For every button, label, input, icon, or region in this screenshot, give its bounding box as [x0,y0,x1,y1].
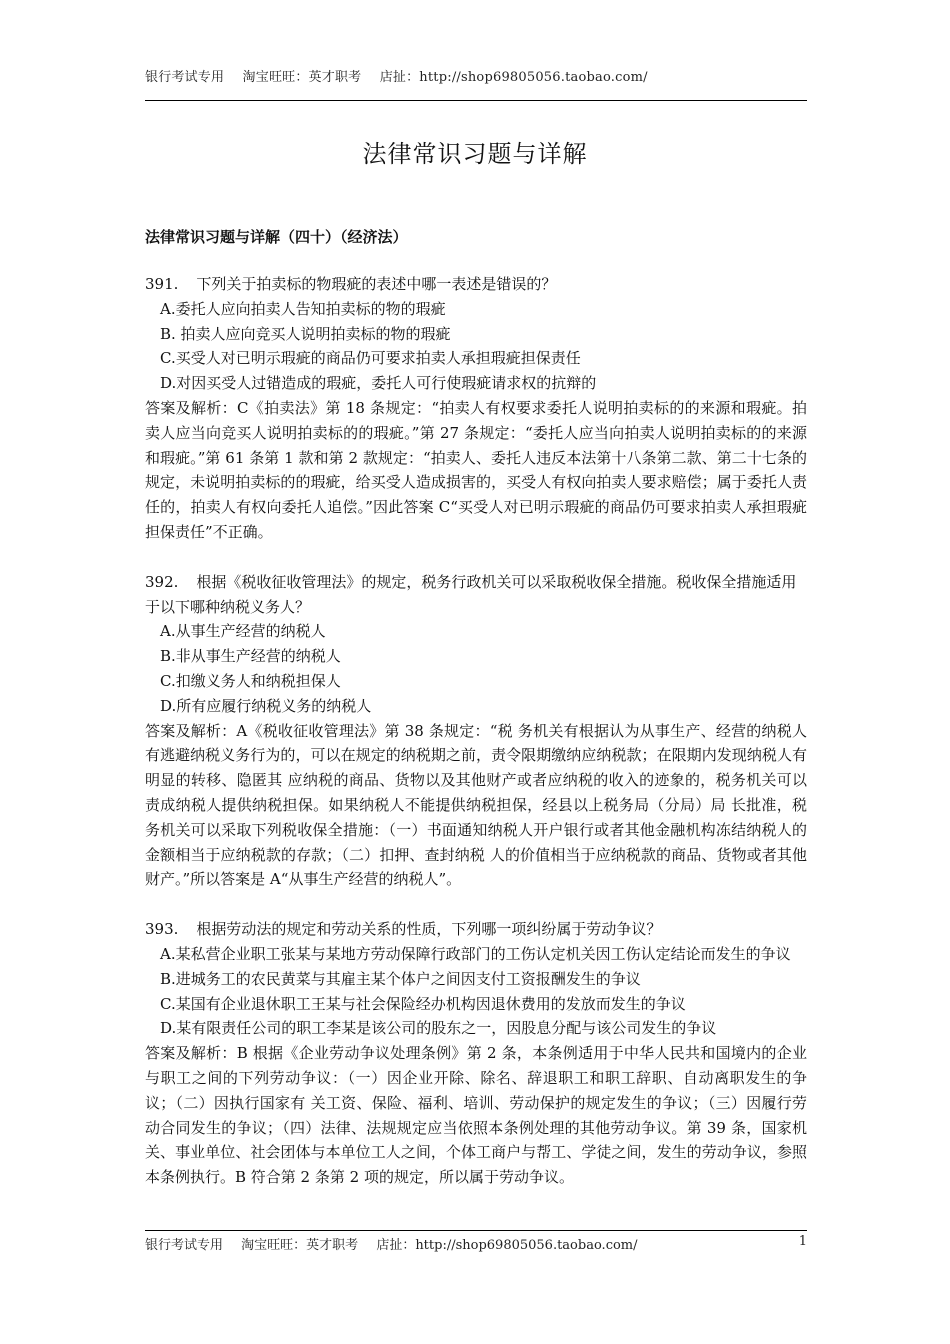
question-number: 392. [145,572,179,591]
option-c: C.扣缴义务人和纳税担保人 [160,671,341,690]
question-number: 393. [145,920,179,939]
question-text: 下列关于拍卖标的物瑕疵的表述中哪一表述是错误的？ [196,275,557,293]
footer-label-shop: 店扯：http://shop69805056.taobao.com/ [376,1238,638,1253]
option-d: D.所有应履行纳税义务的纳税人 [160,696,372,715]
option-c: C.某国有企业退休职工王某与社会保险经办机构因退休费用的发放而发生的争议 [160,994,686,1013]
header-label-exam: 银行考试专用 [145,70,225,85]
spacer [145,545,807,570]
header-divider [145,100,807,101]
option-c: C.买受人对已明示瑕疵的商品仍可要求拍卖人承担瑕疵担保责任 [160,349,581,368]
footer-label-exam: 银行考试专用 [145,1238,224,1253]
option-a: A.委托人应向拍卖人告知拍卖标的物的瑕疵 [160,299,446,318]
option-d: D.某有限责任公司的职工李某是该公司的股东之一，因股息分配与该公司发生的争议 [160,1019,717,1038]
question-text: 根据劳动法的规定和劳动关系的性质，下列哪一项纠纷属于劳动争议？ [196,920,662,939]
question-stem [145,917,807,942]
page-number: 1 [798,1234,807,1249]
question-block [145,917,807,1190]
question-stem [145,272,807,297]
question-block [145,272,807,545]
answer-explanation: 答案及解析：A《税收征收管理法》第 38 条规定：“税 务机关有根据认为从事生产、经营的纳税人有逃避纳税义务行为的，可以在规定的纳税期之前，责令限期缴纳应纳税款；在限期内发现纳税人有明显的转移、隐匿其 应纳税的商品、货物以及其他财产或者应纳税的收入的迹象的，税务机关可以责成纳税人提供纳税担保。如果纳税人不能提供纳税担保，经县以上税务局（分局）局 长批准，税务机关可以采取下列税收保全措施：（一）书面通知纳税人开户银行或者其他金融机构冻结纳税人的金额相当于应纳税款的存款；（二）扣押、查封纳税 人的价值相当于应纳税款的商品、货物或者其他财产。”所以答案是 A“从事生产经营的纳税人”。 [145,721,807,889]
page-header [145,66,807,85]
option-b: B. 拍卖人应向竞买人说明拍卖标的物的瑕疵 [160,324,451,343]
option-b: B.进城务工的农民黄菜与其雇主某个体户之间因支付工资报酬发生的争议 [160,969,641,988]
question-text: 根据《税收征收管理法》的规定，税务行政机关可以采取税收保全措施。税收保全措施适用于以下哪种纳税义务人？ [145,572,797,616]
header-label-shop: 店扯：http://shop69805056.taobao.com/ [379,70,648,85]
option-d: D.对因买受人过错造成的瑕疵，委托人可行使瑕疵请求权的抗辩的 [160,374,597,393]
document-body [145,272,807,1190]
section-subtitle: 法律常识习题与详解（四十）（经济法） [145,228,408,246]
question-number: 391. [145,275,179,293]
footer-label-wangwang: 淘宝旺旺：英才职考 [241,1238,359,1253]
question-stem [145,570,807,620]
option-a: A.从事生产经营的纳税人 [160,622,326,641]
page-footer [145,1230,807,1253]
header-label-wangwang: 淘宝旺旺：英才职考 [242,70,362,85]
question-block [145,570,807,892]
option-a: A.某私营企业职工张某与某地方劳动保障行政部门的工伤认定机关因工伤认定结论而发生的争议 [160,944,791,963]
answer-explanation: 答案及解析：B 根据《企业劳动争议处理条例》第 2 条，本条例适用于中华人民共和国境内的企业与职工之间的下列劳动争议：（一）因企业开除、除名、辞退职工和职工辞职、自动离职发生的争议；（二）因执行国家有 关工资、保险、福利、培训、劳动保护的规定发生的争议；（三）因履行劳动合同发生的争议；（四）法律、法规规定应当依照本条例处理的其他劳动争议。第 39 条，国家机关、事业单位、社会团体与本单位工人之间，个体工商户与帮工、学徒之间，发生的劳动争议，参照本条例执行。B 符合第 2 条第 2 项的规定，所以属于劳动争议。 [145,1044,807,1187]
option-b: B.非从事生产经营的纳税人 [160,647,341,666]
document-title: 法律常识习题与详解 [362,140,588,168]
answer-explanation: 答案及解析：C《拍卖法》第 18 条规定：“拍卖人有权要求委托人说明拍卖标的的来源和瑕疵。拍卖人应当向竞买人说明拍卖标的的瑕疵。”第 27 条规定：“委托人应当向拍卖人说明拍卖标的的来源和瑕疵。”第 61 条第 1 款和第 2 款规定：“拍卖人、委托人违反本法第十八条第二款、第二十七条的规定，未说明拍卖标的的瑕疵，给买受人造成损害的，买受人有权向拍卖人要求赔偿；属于委托人责任的，拍卖人有权向委托人追偿。”因此答案 C“买受人对已明示瑕疵的商品仍可要求拍卖人承担瑕疵担保责任”不正确。 [145,398,807,541]
spacer [145,892,807,917]
